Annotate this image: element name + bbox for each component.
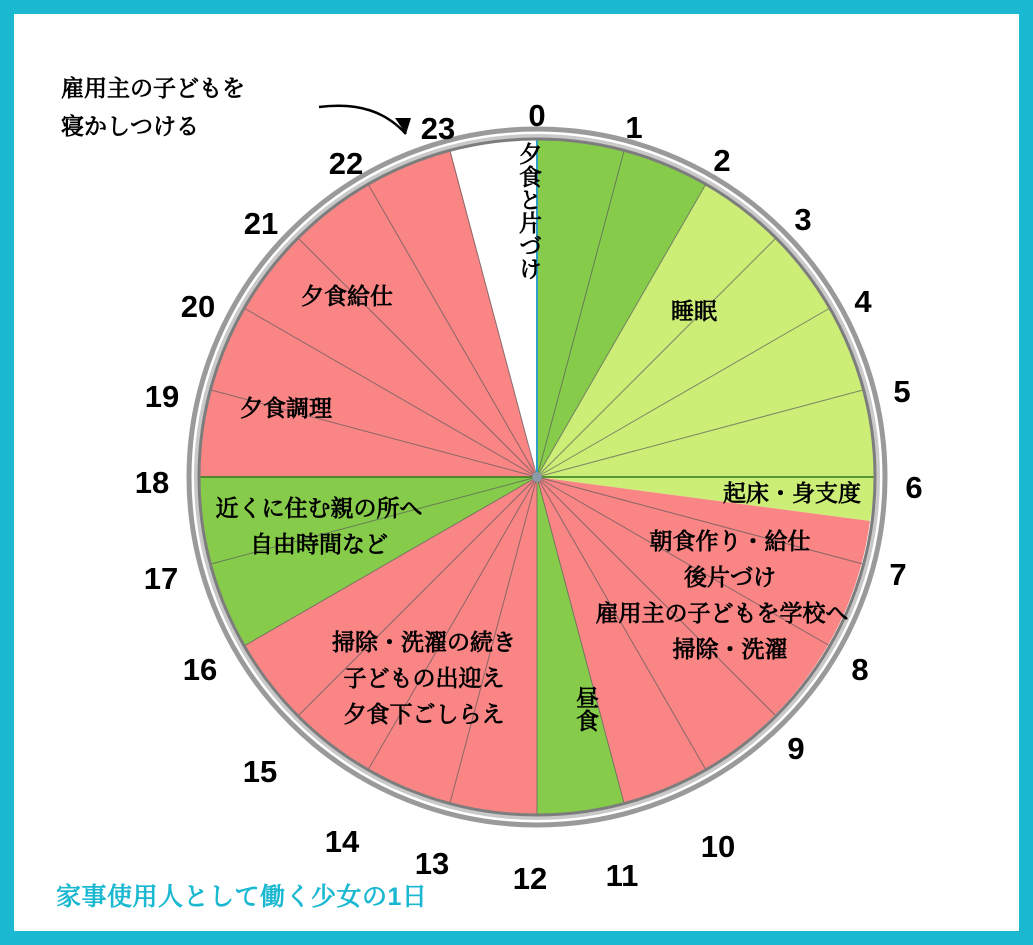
callout-arrow-line [319, 106, 406, 134]
segment-label-lunch-wrapper [570, 686, 600, 737]
segment-label-dinner-prep: 夕食下ごしらえ [343, 701, 505, 727]
callout-text [61, 75, 245, 139]
hour-label-22: 22 [328, 146, 364, 181]
callout-line-2: 寝かしつける [61, 113, 199, 139]
hour-label-5: 5 [893, 374, 911, 409]
callout-line-1: 雇用主の子どもを [61, 75, 245, 101]
hour-label-3: 3 [794, 202, 812, 237]
chart-caption: 家事使用人として働く少女の1日 [56, 883, 428, 911]
segment-label-breakfast: 朝食作り・給仕 [649, 528, 811, 554]
hour-label-23: 23 [420, 111, 456, 146]
hour-label-8: 8 [851, 652, 869, 687]
hour-label-20: 20 [180, 289, 216, 324]
segment-label-school: 雇用主の子どもを学校へ [595, 600, 849, 626]
segment-label-greet-children: 子どもの出迎え [343, 665, 505, 691]
hour-label-6: 6 [905, 470, 923, 505]
hour-label-9: 9 [787, 731, 805, 766]
hour-label-0: 0 [528, 98, 546, 133]
segment-label-wakeup: 起床・身支度 [723, 480, 861, 506]
hour-label-7: 7 [889, 557, 907, 592]
chart-canvas [14, 14, 1019, 931]
segment-label-lunch: 昼食 [573, 686, 599, 732]
segment-label-dinner-cooking: 夕食調理 [240, 395, 332, 421]
segment-label-dinner-serving: 夕食給仕 [301, 283, 393, 309]
hour-label-4: 4 [854, 284, 872, 319]
hour-label-10: 10 [700, 829, 736, 864]
segment-label-cleaning-laundry: 掃除・洗濯 [672, 636, 788, 662]
hour-label-12: 12 [512, 861, 548, 896]
hour-label-21: 21 [243, 206, 279, 241]
pie-center [532, 472, 542, 482]
segment-label-free-time: 自由時間など [250, 531, 388, 557]
segment-label-dinner-and-cleanup-wrapper [513, 142, 543, 285]
hour-label-19: 19 [144, 379, 180, 414]
hour-label-18: 18 [134, 465, 170, 500]
hour-label-16: 16 [182, 652, 218, 687]
hour-label-13: 13 [414, 846, 450, 881]
hour-label-14: 14 [324, 824, 360, 859]
segment-label-visit-parents: 近くに住む親の所へ [215, 495, 423, 521]
hour-label-1: 1 [625, 110, 643, 145]
segment-label-cleanup: 後片づけ [684, 564, 776, 590]
hour-label-2: 2 [713, 143, 731, 178]
segment-label-dinner-and-cleanup: 夕食と片づけ [516, 142, 542, 280]
hour-label-11: 11 [605, 858, 639, 893]
hour-label-17: 17 [143, 561, 179, 596]
hour-label-15: 15 [242, 754, 278, 789]
segment-label-sleep: 睡眠 [671, 298, 717, 324]
segment-label-cleaning-continued: 掃除・洗濯の続き [332, 629, 516, 655]
